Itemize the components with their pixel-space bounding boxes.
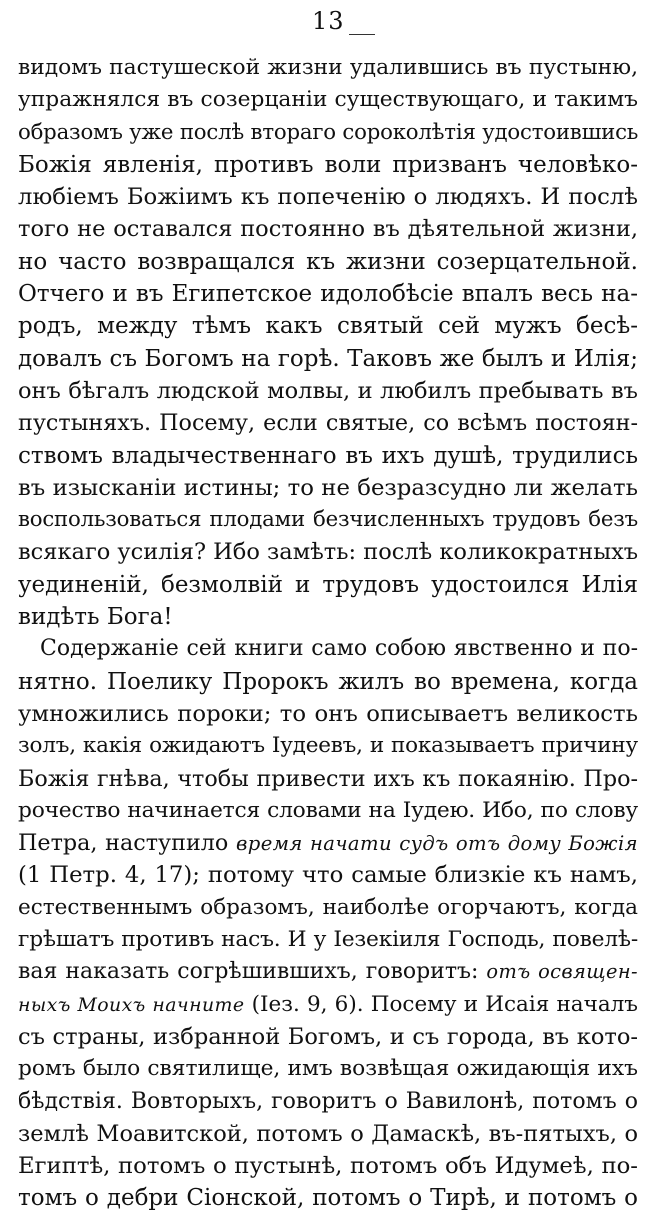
text-line: упражнялся въ созерцаніи существующаго, и такимъ [18,87,638,113]
text-segment: вая наказать согрѣшившихъ, говоритъ: [18,959,487,985]
text-line: онъ бѣгалъ людской молвы, и любилъ пребывать въ [18,377,638,404]
text-line: нятно. Поелику Пророкъ жилъ во времена, когда [18,668,638,695]
text-segment: (Іез. 9, 6). Посему и Исаія началъ [244,991,638,1017]
text-line [18,989,638,1021]
text-line: того не оставался постоянно въ дѣятельной жизни, [18,216,638,243]
text-line: въ изысканіи истины; то не безразсудно ли желать [18,474,638,501]
text-line: воспользоваться плодами безчисленныхъ трудовъ безъ [18,507,638,533]
text-line: родъ, между тѣмъ какъ святый сей мужъ бесѣ- [18,313,638,340]
paragraph-1 [18,52,638,633]
text-line: золъ, какія ожидаютъ Іудеевъ, и показываетъ причину [18,733,638,759]
text-line: бѣдствія. Вовторыхъ, говоритъ о Вавилонѣ, потомъ о [18,1088,638,1114]
text-line: рочество начинается словами на Іудею. Ибо, по слову [18,797,638,823]
text-line: Божія гнѣва, чтобы привести ихъ къ покаянію. Про- [18,765,638,792]
text-line: видомъ пастушеской жизни удалившись въ пустыню, [18,55,638,80]
text-line: землѣ Моавитской, потомъ о Дамаскѣ, въ-пятыхъ, о [18,1120,638,1147]
text-segment: Петра, наступило [18,830,237,857]
text-line: Отчего и въ Египетское идолобѣсіе впалъ весь на- [18,281,638,308]
text-line: томъ о дебри Сіонской, потомъ о Тирѣ, и потомъ о [18,1185,638,1212]
text-line: съ страны, избранной Богомъ, и съ города, въ кото- [18,1023,638,1050]
page-header [0,6,652,40]
text-line: видѣть Бога! [18,604,173,631]
page-number: 13 [312,7,345,35]
text-line: естественнымъ образомъ, наиболѣе огорчаютъ, когда [18,894,638,920]
scripture-quote: отъ освящен- [486,960,638,984]
text-line: образомъ уже послѣ втораго сороколѣтія удостоившись [18,119,638,145]
text-line: любіемъ Божіимъ къ попеченію о людяхъ. И послѣ [18,184,638,211]
text-line: пустыняхъ. Посему, если святые, со всѣмъ постоян- [18,410,638,437]
text-line: Египтѣ, потомъ о пустынѣ, потомъ объ Идумеѣ, по- [18,1153,638,1180]
text-line: всякаго усилія? Ибо замѣть: послѣ коликократныхъ [18,539,638,566]
paragraph-2 [18,633,638,1214]
text-line: довалъ съ Богомъ на горѣ. Таковъ же былъ и Илія; [18,345,638,372]
text-line: грѣшатъ противъ насъ. И у Іезекіиля Господь, повелѣ- [18,927,638,953]
text-line: Божія явленія, противъ воли призванъ человѣко- [18,151,638,178]
text-line: уединеній, безмолвій и трудовъ удостоился Илія [18,571,638,598]
text-line: (1 Петр. 4, 17); потому что самые близкіе къ намъ, [18,862,638,889]
scripture-quote: ныхъ Моихъ начните [18,993,245,1016]
text-line [18,827,638,859]
text-line: ромъ было святилище, имъ возвѣщая ожидающія ихъ [18,1056,638,1082]
text-line [18,956,638,988]
text-line: умножились пороки; то онъ описываетъ великость [18,700,638,727]
scripture-quote: время начати судъ отъ дому Божія [236,832,638,856]
text-line: но часто возвращался къ жизни созерцательной. [18,248,638,275]
body-text [18,52,638,1215]
text-line: Содержаніе сей книги само собою явственно и по- [40,636,638,662]
header-rule [349,34,375,35]
text-line: ствомъ владычественнаго въ ихъ душѣ, трудились [18,442,638,469]
